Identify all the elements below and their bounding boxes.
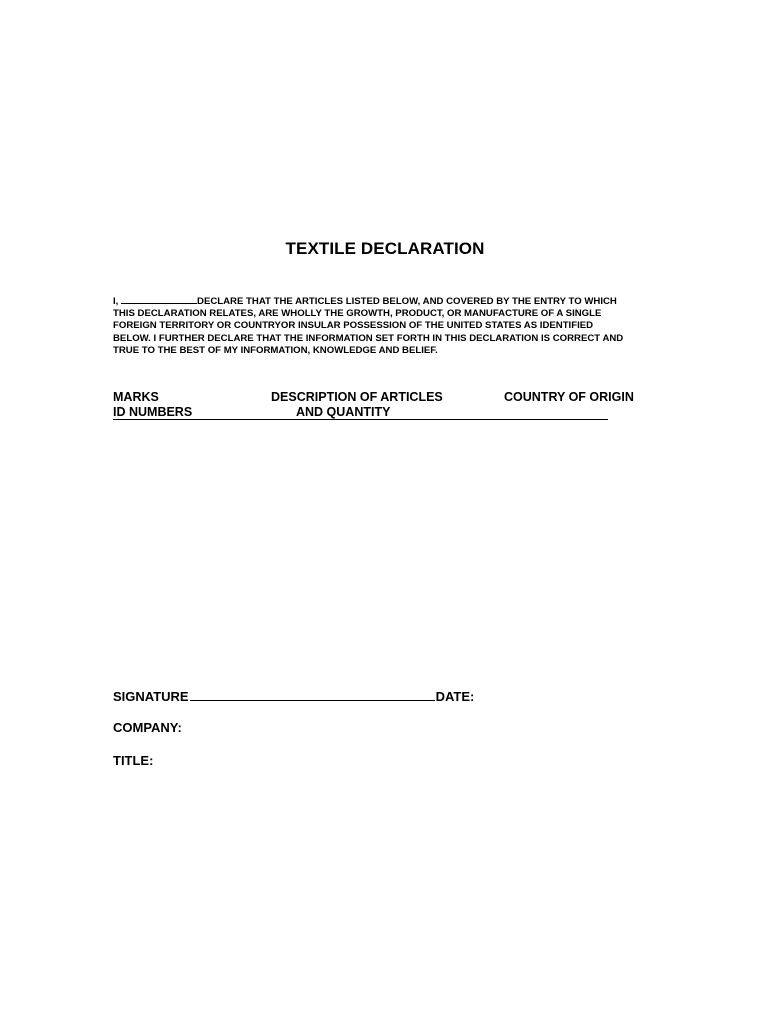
signature-label: SIGNATURE <box>113 689 189 704</box>
column-header-id-numbers: ID NUMBERS <box>113 405 193 419</box>
signature-line[interactable] <box>190 688 435 701</box>
signature-row <box>113 688 474 704</box>
declaration-prefix: I, <box>113 296 119 307</box>
column-header-country: COUNTRY OF ORIGIN <box>504 390 634 404</box>
declaration-line-3: FOREIGN TERRITORY OR COUNTRYOR INSULAR POSSESSION OF THE UNITED STATES AS IDENTIFIED <box>113 320 594 332</box>
declarant-name-blank[interactable] <box>121 294 197 304</box>
declaration-paragraph <box>113 294 673 357</box>
declaration-line-2: THIS DECLARATION RELATES, ARE WHOLLY THE GROWTH, PRODUCT, OR MANUFACTURE OF A SINGLE <box>113 308 602 320</box>
column-header-description: DESCRIPTION OF ARTICLES <box>271 390 443 404</box>
document-title: TEXTILE DECLARATION <box>285 239 485 258</box>
declaration-line-4: BELOW. I FURTHER DECLARE THAT THE INFORMATION SET FORTH IN THIS DECLARATION IS CORRECT AND <box>113 332 624 344</box>
title-label: TITLE: <box>113 753 154 768</box>
declaration-line-1 <box>113 294 673 308</box>
column-header-quantity: AND QUANTITY <box>296 405 391 419</box>
company-label: COMPANY: <box>113 720 182 735</box>
column-header-underline <box>113 419 608 420</box>
declaration-line-5: TRUE TO THE BEST OF MY INFORMATION, KNOWLEDGE AND BELIEF. <box>113 344 438 356</box>
date-label: DATE: <box>435 689 475 704</box>
column-header-marks: MARKS <box>113 390 159 404</box>
declaration-text-1: DECLARE THAT THE ARTICLES LISTED BELOW, AND COVERED BY THE ENTRY TO WHICH <box>197 296 617 307</box>
